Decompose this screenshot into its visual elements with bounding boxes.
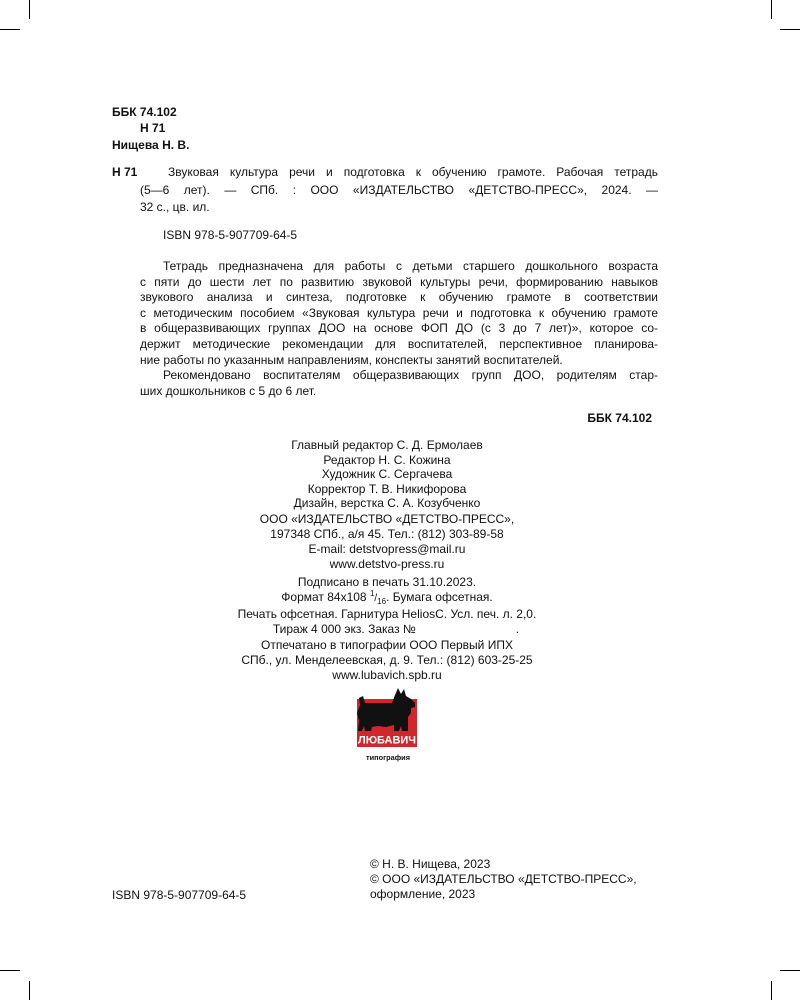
printer-logo <box>348 686 424 764</box>
print-run: Тираж 4 000 экз. Заказ № <box>272 621 416 636</box>
annotation-line: звукового анализа и синтеза, подготовке к обучению грамоте в соответствии <box>140 290 658 304</box>
staff-line: Корректор Т. В. Никифорова <box>307 481 467 496</box>
annotation-line: держит методические рекомендации для воспитателей, перспективное планирова- <box>140 337 658 351</box>
annotation-line: ние работы по указанным направлениям, конспекты занятий воспитателей. <box>140 353 563 367</box>
entry-line: 32 с., цв. ил. <box>140 200 210 214</box>
staff-line: Редактор Н. С. Кожина <box>323 452 451 467</box>
crop-mark-bottom-right-horizontal <box>780 970 800 971</box>
printer-info <box>140 638 634 683</box>
publisher-info <box>140 512 634 572</box>
staff-credits <box>140 438 634 511</box>
crop-mark-bottom-right-vertical <box>771 981 772 1000</box>
printer-line: Отпечатано в типографии ООО Первый ИПХ <box>261 638 513 652</box>
staff-line: Дизайн, верстка С. А. Козубченко <box>293 496 481 510</box>
entry-author-mark: Н 71 <box>112 165 138 179</box>
crop-mark-top-right-vertical <box>771 0 772 19</box>
crop-mark-top-right-horizontal <box>780 29 800 30</box>
isbn-top: ISBN 978-5-907709-64-5 <box>163 228 298 242</box>
publisher-line: 197348 СПб., а/я 45. Тел.: (812) 303-89-58 <box>270 527 504 541</box>
annotation-line: с пяти до шести лет по развитию звуковой культуры речи, формированию навыков <box>140 275 658 289</box>
printing-line: Печать офсетная. Гарнитура HeliosC. Усл. печ. л. 2,0. <box>237 606 537 621</box>
entry-line: Звуковая культура речи и подготовка к обучению грамоте. Рабочая тетрадь <box>168 165 658 179</box>
format-prefix: Формат 84х108 <box>281 590 370 605</box>
recommendation-line: ших дошкольников с 5 до 6 лет. <box>140 384 317 398</box>
author-mark: Н 71 <box>140 121 166 135</box>
printer-line: СПб., ул. Менделеевская, д. 9. Тел.: (812) 603-25-25 <box>241 653 533 667</box>
scottie-dog-icon <box>357 688 415 731</box>
format-fraction-slash: / <box>374 593 378 605</box>
print-details <box>140 575 634 637</box>
copyright-line: © Н. В. Нищева, 2023 <box>370 857 491 871</box>
publisher-email: E-mail: detstvopress@mail.ru <box>308 542 466 556</box>
format-fraction-numerator: 1 <box>369 589 375 599</box>
print-run-end: . <box>515 621 520 636</box>
format-suffix: . Бумага офсетная. <box>386 590 493 605</box>
annotation-line: Тетрадь предназначена для работы с детьми старшего дошкольного возраста <box>163 259 658 273</box>
printer-website: www.lubavich.spb.ru <box>332 668 442 682</box>
isbn-bottom: ISBN 978-5-907709-64-5 <box>112 888 247 902</box>
annotation-line: в общеразвивающих группах ДОО на основе ФОП ДО (с 3 до 7 лет)», которое со- <box>140 321 658 335</box>
crop-mark-top-left-vertical <box>29 0 30 19</box>
recommendation-line: Рекомендовано воспитателям общеразвивающих групп ДОО, родителям стар- <box>163 368 658 382</box>
bbk-index: ББК 74.102 <box>112 105 177 119</box>
author-name: Нищева Н. В. <box>112 138 190 152</box>
staff-line: Художник С. Сергачева <box>321 467 453 481</box>
crop-mark-bottom-left-horizontal <box>0 970 20 971</box>
order-number-blank <box>416 632 516 633</box>
publisher-website: www.detstvo-press.ru <box>329 557 445 571</box>
copyright-block <box>370 857 637 902</box>
logo-subtitle: типография <box>366 753 410 762</box>
annotation-line: с методическим пособием «Звуковая культура речи и подготовка к обучению грамоте <box>140 306 658 320</box>
signed-date: Подписано в печать 31.10.2023. <box>297 575 477 589</box>
format-fraction-denominator: 16 <box>377 597 387 607</box>
format-line <box>140 590 634 606</box>
staff-line: Главный редактор С. Д. Ермолаев <box>291 438 483 452</box>
copyright-line: © ООО «ИЗДАТЕЛЬСТВО «ДЕТСТВО-ПРЕСС», <box>370 872 637 886</box>
print-run-line <box>140 622 634 637</box>
copyright-line: оформление, 2023 <box>370 887 476 901</box>
crop-mark-top-left-horizontal <box>0 29 20 30</box>
logo-name: ЛЮБАВИЧ <box>358 734 416 747</box>
bbk-index-right: ББК 74.102 <box>587 411 652 425</box>
entry-line: (5—6 лет). — СПб. : ООО «ИЗДАТЕЛЬСТВО «ДЕТСТВО-ПРЕСС», 2024. — <box>140 183 658 197</box>
crop-mark-bottom-left-vertical <box>29 981 30 1000</box>
publisher-line: ООО «ИЗДАТЕЛЬСТВО «ДЕТСТВО-ПРЕСС», <box>259 512 515 526</box>
